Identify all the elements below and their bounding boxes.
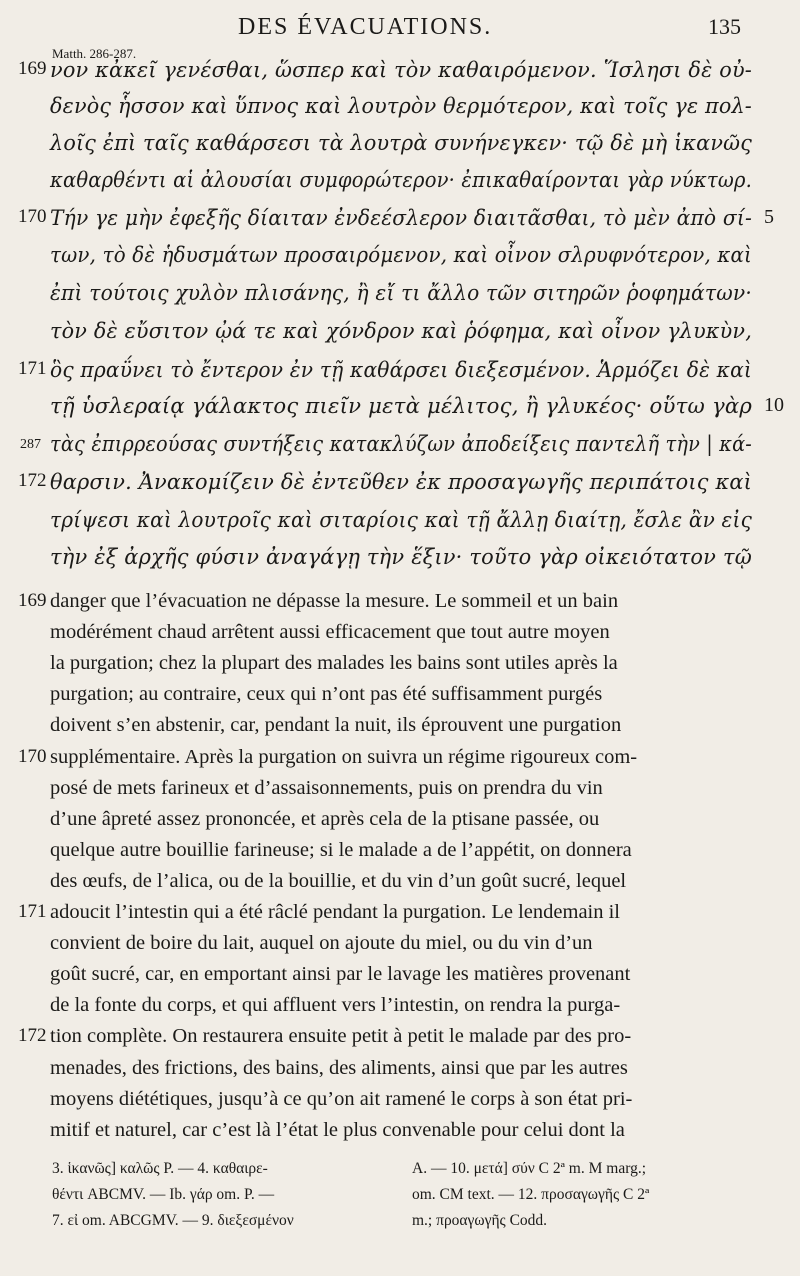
french-line-text: la purgation; chez la plupart des malades les bains sont utiles après la bbox=[50, 652, 618, 674]
french-line-text: d’une âpreté assez prononcée, et après cela de la ptisane passée, ou bbox=[50, 808, 600, 830]
running-title: DES ÉVACUATIONS. bbox=[238, 14, 493, 40]
apparatus-note: 3. ἱκανῶς] καλῶς P. — 4. καθαιρε- bbox=[52, 1160, 268, 1177]
french-line-text: de la fonte du corps, et qui affluent vers l’intestin, on rendra la purga- bbox=[50, 994, 621, 1016]
french-line-text: adoucit l’intestin qui a été râclé pendant la purgation. Le lendemain il bbox=[50, 901, 621, 923]
apparatus-note: θέντι ABCMV. — Ib. γάρ om. P. — bbox=[52, 1186, 275, 1203]
greek-line-text: ἐπὶ τούτοις χυλὸν πλισάνης, ἢ εἴ τι ἄλλο τῶν σιτηρῶν ῥοφημάτων· bbox=[50, 281, 752, 306]
greek-line-text: καθαρθέντι αἱ ἀλουσίαι συμφορώτερον· ἐπικαθαίρονται γὰρ νύκτωρ. bbox=[50, 168, 752, 193]
french-line-text: quelque autre bouillie farineuse; si le malade a de l’appétit, on donnera bbox=[50, 839, 632, 861]
french-line-text: purgation; au contraire, ceux qui n’ont pas été suffisamment purgés bbox=[50, 683, 603, 705]
french-line-text: mitif et naturel, car c’est là l’état le plus convenable pour celui dont la bbox=[50, 1119, 625, 1141]
chapter-number: 171 bbox=[18, 901, 47, 922]
edition-page-marker: 287 bbox=[20, 437, 41, 452]
greek-line-text: δενὸς ἧσσον καὶ ὕπνος καὶ λουτρὸν θερμότερον, καὶ τοῖς γε πολ- bbox=[50, 94, 752, 119]
chapter-number: 171 bbox=[18, 358, 47, 379]
greek-line-text: τὴν ἐξ ἀρχῆς φύσιν ἀναγάγῃ τὴν ἕξιν· τοῦτο γὰρ οἰκειότατον τῷ bbox=[50, 545, 752, 570]
chapter-number: 169 bbox=[18, 590, 47, 611]
french-line-text: doivent s’en abstenir, car, pendant la nuit, ils éprouvent une purgation bbox=[50, 714, 622, 736]
greek-line-text: τὰς ἐπιρρεούσας συντήξεις κατακλύζων ἀποδείξεις παντελῆ τὴν | κά- bbox=[50, 432, 752, 457]
chapter-number: 172 bbox=[18, 470, 47, 491]
greek-line-text: τὸν δὲ εὔσιτον ᾠά τε καὶ χόνδρον καὶ ῥόφημα, καὶ οἶνον γλυκὺν, bbox=[50, 319, 752, 344]
french-line-text: des œufs, de l’alica, ou de la bouillie, et du vin d’un goût sucré, lequel bbox=[50, 870, 627, 892]
line-count-marker: 10 bbox=[764, 394, 784, 416]
french-line-text: moyens diététiques, jusqu’à ce qu’on ait ramené le corps à son état pri- bbox=[50, 1088, 633, 1110]
chapter-number: 170 bbox=[18, 206, 47, 227]
french-line-text: supplémentaire. Après la purgation on suivra un régime rigoureux com- bbox=[50, 746, 638, 768]
apparatus-note: A. — 10. μετά] σύν C 2ª m. M marg.; bbox=[412, 1160, 647, 1177]
french-line-text: goût sucré, car, en emportant ainsi par le lavage les matières provenant bbox=[50, 963, 631, 985]
chapter-number: 172 bbox=[18, 1025, 47, 1046]
apparatus-note: 7. εἰ om. ABCGMV. — 9. διεξεσμένον bbox=[52, 1212, 294, 1229]
french-line-text: convient de boire du lait, auquel on ajoute du miel, ou du vin d’un bbox=[50, 932, 593, 954]
greek-line-text: Τήν γε μὴν ἐφεξῆς δίαιταν ἐνδεέσλερον διαιτᾶσθαι, τὸ μὲν ἀπὸ σί- bbox=[50, 206, 752, 231]
greek-line-text: θαρσιν. Ἀνακομίζειν δὲ ἐντεῦθεν ἐκ προσαγωγῆς περιπάτοις καὶ bbox=[50, 470, 752, 495]
greek-line-text: τρίψεσι καὶ λουτροῖς καὶ σιταρίοις καὶ τῇ ἄλλῃ διαίτῃ, ἔσλε ἂν εἰς bbox=[50, 508, 752, 533]
greek-line-text: τῇ ὑσλεραίᾳ γάλακτος πιεῖν μετὰ μέλιτος, ἢ γλυκέος· οὕτω γὰρ bbox=[50, 394, 752, 419]
french-line-text: tion complète. On restaurera ensuite petit à petit le malade par des pro- bbox=[50, 1025, 632, 1047]
greek-line-text: των, τὸ δὲ ἡδυσμάτων προσαιρόμενον, καὶ οἶνον σλρυφνότερον, καὶ bbox=[50, 243, 752, 268]
side-reference: Matth. 286-287. bbox=[52, 46, 137, 61]
french-line-text: danger que l’évacuation ne dépasse la mesure. Le sommeil et un bain bbox=[50, 590, 619, 612]
chapter-number: 170 bbox=[18, 746, 47, 767]
page-header bbox=[0, 8, 800, 42]
greek-line-text: νον κἀκεῖ γενέσθαι, ὥσπερ καὶ τὸν καθαιρόμενον. Ἵσλησι δὲ οὐ- bbox=[50, 58, 752, 83]
french-line-text: posé de mets farineux et d’assaisonnements, puis on prendra du vin bbox=[50, 777, 603, 799]
page-number: 135 bbox=[708, 14, 741, 39]
french-line-text: modérément chaud arrêtent aussi efficacement que tout autre moyen bbox=[50, 621, 610, 643]
apparatus-note: om. CM text. — 12. προσαγωγῆς C 2ª bbox=[412, 1186, 650, 1203]
line-count-marker: 5 bbox=[764, 206, 774, 228]
greek-line-text: λοῖς ἐπὶ ταῖς καθάρσεσι τὰ λουτρὰ συνήνεγκεν· τῷ δὲ μὴ ἱκανῶς bbox=[50, 131, 752, 156]
apparatus-note: m.; προαγωγῆς Codd. bbox=[412, 1212, 548, 1229]
chapter-number: 169 bbox=[18, 58, 47, 79]
french-line-text: menades, des frictions, des bains, des aliments, ainsi que par les autres bbox=[50, 1057, 628, 1079]
greek-line-text: ὃς πραΰνει τὸ ἔντερον ἐν τῇ καθάρσει διεξεσμένον. Ἁρμόζει δὲ καὶ bbox=[50, 358, 752, 383]
